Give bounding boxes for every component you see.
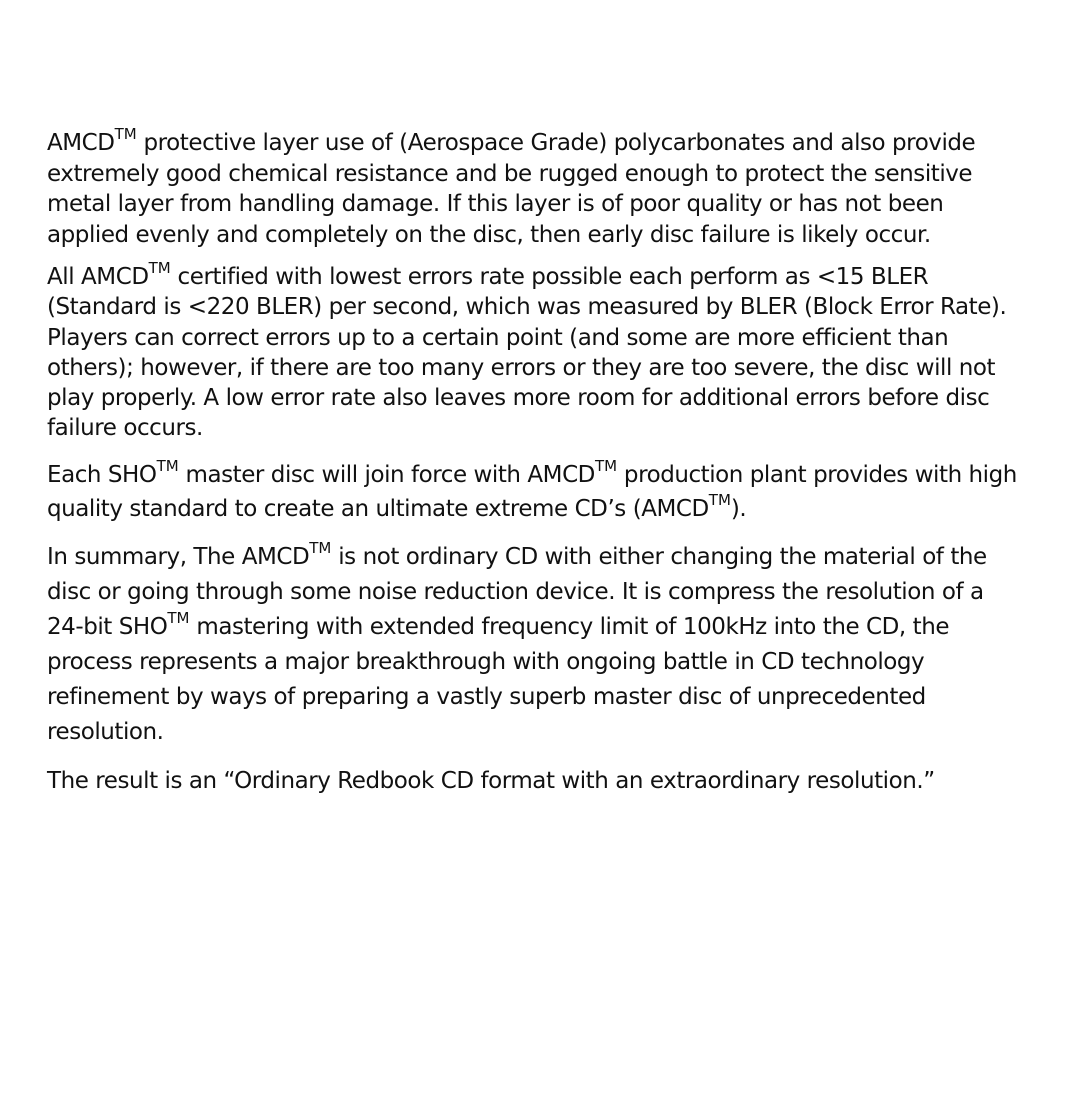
text-line: extremely good chemical resistance and be rugged enough to protect the sensitive	[47, 160, 973, 187]
text-line: play properly. A low error rate also leaves more room for additional errors before disc	[47, 385, 990, 412]
trademark-superscript: TM	[594, 457, 618, 476]
text-line: resolution.	[47, 718, 164, 745]
paragraph-master-disc	[47, 458, 1037, 526]
text-line: The result is an “Ordinary Redbook CD format with an extraordinary resolution.”	[47, 767, 935, 794]
paragraph-result	[47, 766, 1037, 797]
paragraph-summary	[47, 540, 1037, 750]
text-line: 24-bit SHO™ mastering with extended frequency limit of 100kHz into the CD, the	[47, 609, 950, 640]
trademark-superscript: TM	[156, 457, 179, 476]
trademark-superscript: TM	[148, 259, 171, 278]
text-line: metal layer from handling damage. If this layer is of poor quality or has not been	[47, 191, 944, 217]
text-line: In summary, The AMCD™ is not ordinary CD with either changing the material of the	[47, 539, 987, 570]
text-line: process represents a major breakthrough with ongoing battle in CD technology	[47, 648, 925, 675]
text-line: refinement by ways of preparing a vastly superb master disc of unprecedented	[47, 683, 926, 710]
text-line: (Standard is <220 BLER) per second, which was measured by BLER (Block Error Rate).	[47, 294, 1007, 321]
text-line: Players can correct errors up to a certain point (and some are more efficient than	[47, 324, 949, 351]
trademark-superscript: TM	[309, 539, 332, 558]
paragraph-error-rate	[47, 259, 1037, 444]
trademark-superscript: TM	[708, 491, 731, 510]
paragraph-protective-layer	[47, 125, 1037, 250]
text-line: Each SHO™ master disc will join force with AMCD™ production plant provides with high	[47, 457, 1017, 488]
text-line: failure occurs.	[47, 415, 203, 442]
trademark-superscript: TM	[167, 609, 190, 628]
document-body	[47, 125, 1037, 796]
text-line: All AMCD™ certified with lowest errors rate possible each perform as <15 BLER	[47, 259, 929, 290]
text-line: others); however, if there are too many errors or they are too severe, the disc will not	[47, 354, 996, 381]
text-line: AMCD™ protective layer use of (Aerospace Grade) polycarbonates and also provide	[47, 125, 976, 156]
text-line: disc or going through some noise reduction device. It is compress the resolution of a	[47, 578, 984, 605]
text-line: quality standard to create an ultimate extreme CD’s (AMCD™).	[47, 491, 747, 522]
trademark-superscript: TM	[114, 125, 137, 144]
text-line: applied evenly and completely on the disc, then early disc failure is likely occur.	[47, 221, 931, 248]
